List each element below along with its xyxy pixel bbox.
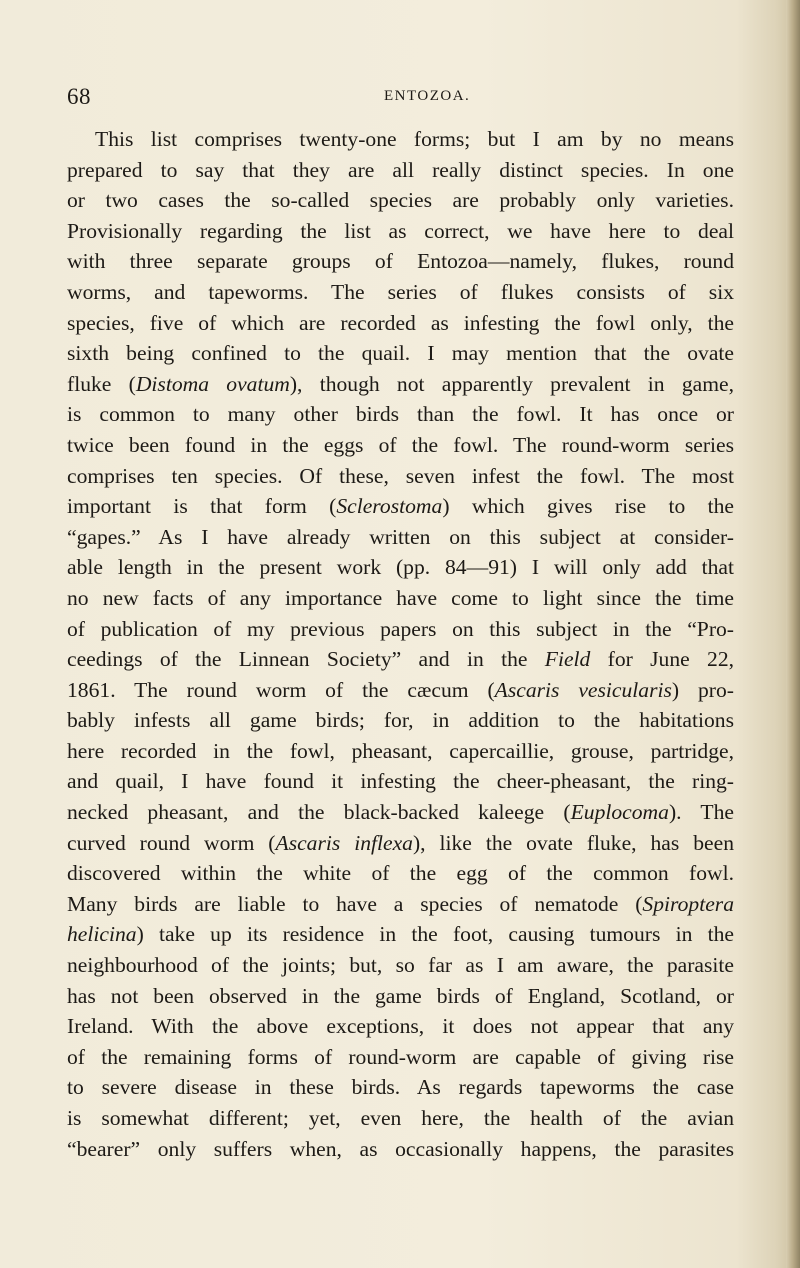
italic-term: Ascaris inflexa [275,830,413,855]
text-line [67,705,734,736]
text-segment: ) pro- [671,677,734,702]
text-segment: ). The [668,800,734,825]
text-line [67,889,734,920]
text-line [67,981,734,1012]
text-line [67,155,734,186]
text-segment: no new facts of any importance have come to light since the time [67,585,734,610]
text-line [67,246,734,277]
text-segment: ceedings of the Linnean Society” and in the [67,647,545,672]
text-segment: is somewhat different; yet, even here, the health of the avian [67,1106,734,1130]
page-header [0,84,800,118]
text-segment: ), like the ovate fluke, has been [412,830,734,855]
italic-term: Field [544,647,591,672]
text-line [67,828,734,859]
text-line [67,675,734,706]
text-segment: ) which gives rise to the [442,494,734,519]
text-line [67,461,734,492]
text-segment: Ireland. With the above exceptions, it does not appear that any [67,1014,734,1039]
italic-term: Ascaris vesicularis [494,677,672,702]
text-segment: sixth being confined to the quail. I may mention that the ovate [67,341,734,366]
text-segment: here recorded in the fowl, pheasant, capercaillie, grouse, partridge, [67,738,734,763]
text-segment: with three separate groups of Entozoa—namely, flukes, round [67,249,734,274]
running-head: ENTOZOA. [384,88,471,104]
text-segment: “bearer” only suffers when, as occasionally happens, the parasites [67,1136,734,1161]
text-segment: fluke ( [67,371,136,396]
text-segment: for June 22, [590,647,734,672]
text-segment: necked pheasant, and the black-backed kaleege ( [67,800,571,825]
text-segment: ) take up its residence in the foot, causing tumours in the [136,922,734,947]
text-line [67,919,734,950]
text-segment: or two cases the so-called species are probably only varieties. [67,188,734,213]
text-line [67,736,734,767]
text-segment: discovered within the white of the egg of the common fowl. [67,861,734,886]
text-segment: curved round worm ( [67,830,276,855]
text-line [67,797,734,828]
body-text [67,124,734,1164]
text-line [67,1042,734,1073]
text-segment: has not been observed in the game birds of England, Scotland, or [67,983,734,1008]
text-line [67,399,734,430]
text-line [67,552,734,583]
text-line [67,522,734,553]
text-line [67,430,734,461]
italic-term: Sclerostoma [336,494,443,519]
text-segment: This list comprises twenty-one forms; but I am by no means [95,127,734,151]
text-line [67,614,734,645]
italic-term: Distoma ovatum [135,371,290,396]
text-segment: Provisionally regarding the list as correct, we have here to deal [67,218,734,243]
text-line [67,216,734,247]
text-segment: important is that form ( [67,494,337,519]
text-line [67,644,734,675]
text-segment: Many birds are liable to have a species of nematode ( [67,891,643,916]
text-line [67,950,734,981]
text-segment: species, five of which are recorded as infesting the fowl only, the [67,310,734,335]
text-line [67,1072,734,1103]
page-edge [786,0,800,1268]
text-line [67,1103,734,1134]
text-segment: prepared to say that they are all really distinct species. In one [67,157,734,182]
text-segment: worms, and tapeworms. The series of flukes consists of six [67,279,734,304]
text-line [67,491,734,522]
text-segment: bably infests all game birds; for, in addition to the habitations [67,708,734,733]
text-line [67,124,734,155]
text-line [67,308,734,339]
text-line [67,338,734,369]
text-line [67,1134,734,1165]
italic-term: helicina [67,922,137,947]
text-segment: neighbourhood of the joints; but, so far as I am aware, the parasite [67,953,734,978]
text-line [67,369,734,400]
text-segment: of publication of my previous papers on this subject in the “Pro- [67,616,734,641]
text-segment: and quail, I have found it infesting the cheer-pheasant, the ring- [67,769,734,794]
text-line [67,858,734,889]
text-line [67,583,734,614]
text-segment: to severe disease in these birds. As regards tapeworms the case [67,1075,734,1100]
text-segment: able length in the present work (pp. 84—91) I will only add that [67,555,734,580]
text-line [67,185,734,216]
text-segment: twice been found in the eggs of the fowl. The round-worm series [67,432,734,457]
text-segment: 1861. The round worm of the cæcum ( [67,677,495,702]
text-segment: of the remaining forms of round-worm are capable of giving rise [67,1044,734,1069]
text-segment: comprises ten species. Of these, seven infest the fowl. The most [67,463,734,488]
text-segment: “gapes.” As I have already written on this subject at consider- [67,524,734,549]
text-line [67,766,734,797]
italic-term: Euplocoma [570,800,669,825]
text-line [67,277,734,308]
text-segment: is common to many other birds than the fowl. It has once or [67,402,734,427]
italic-term: Spiroptera [642,891,734,916]
page-number: 68 [67,84,91,109]
text-line [67,1011,734,1042]
text-segment: ), though not apparently prevalent in game, [289,371,734,396]
